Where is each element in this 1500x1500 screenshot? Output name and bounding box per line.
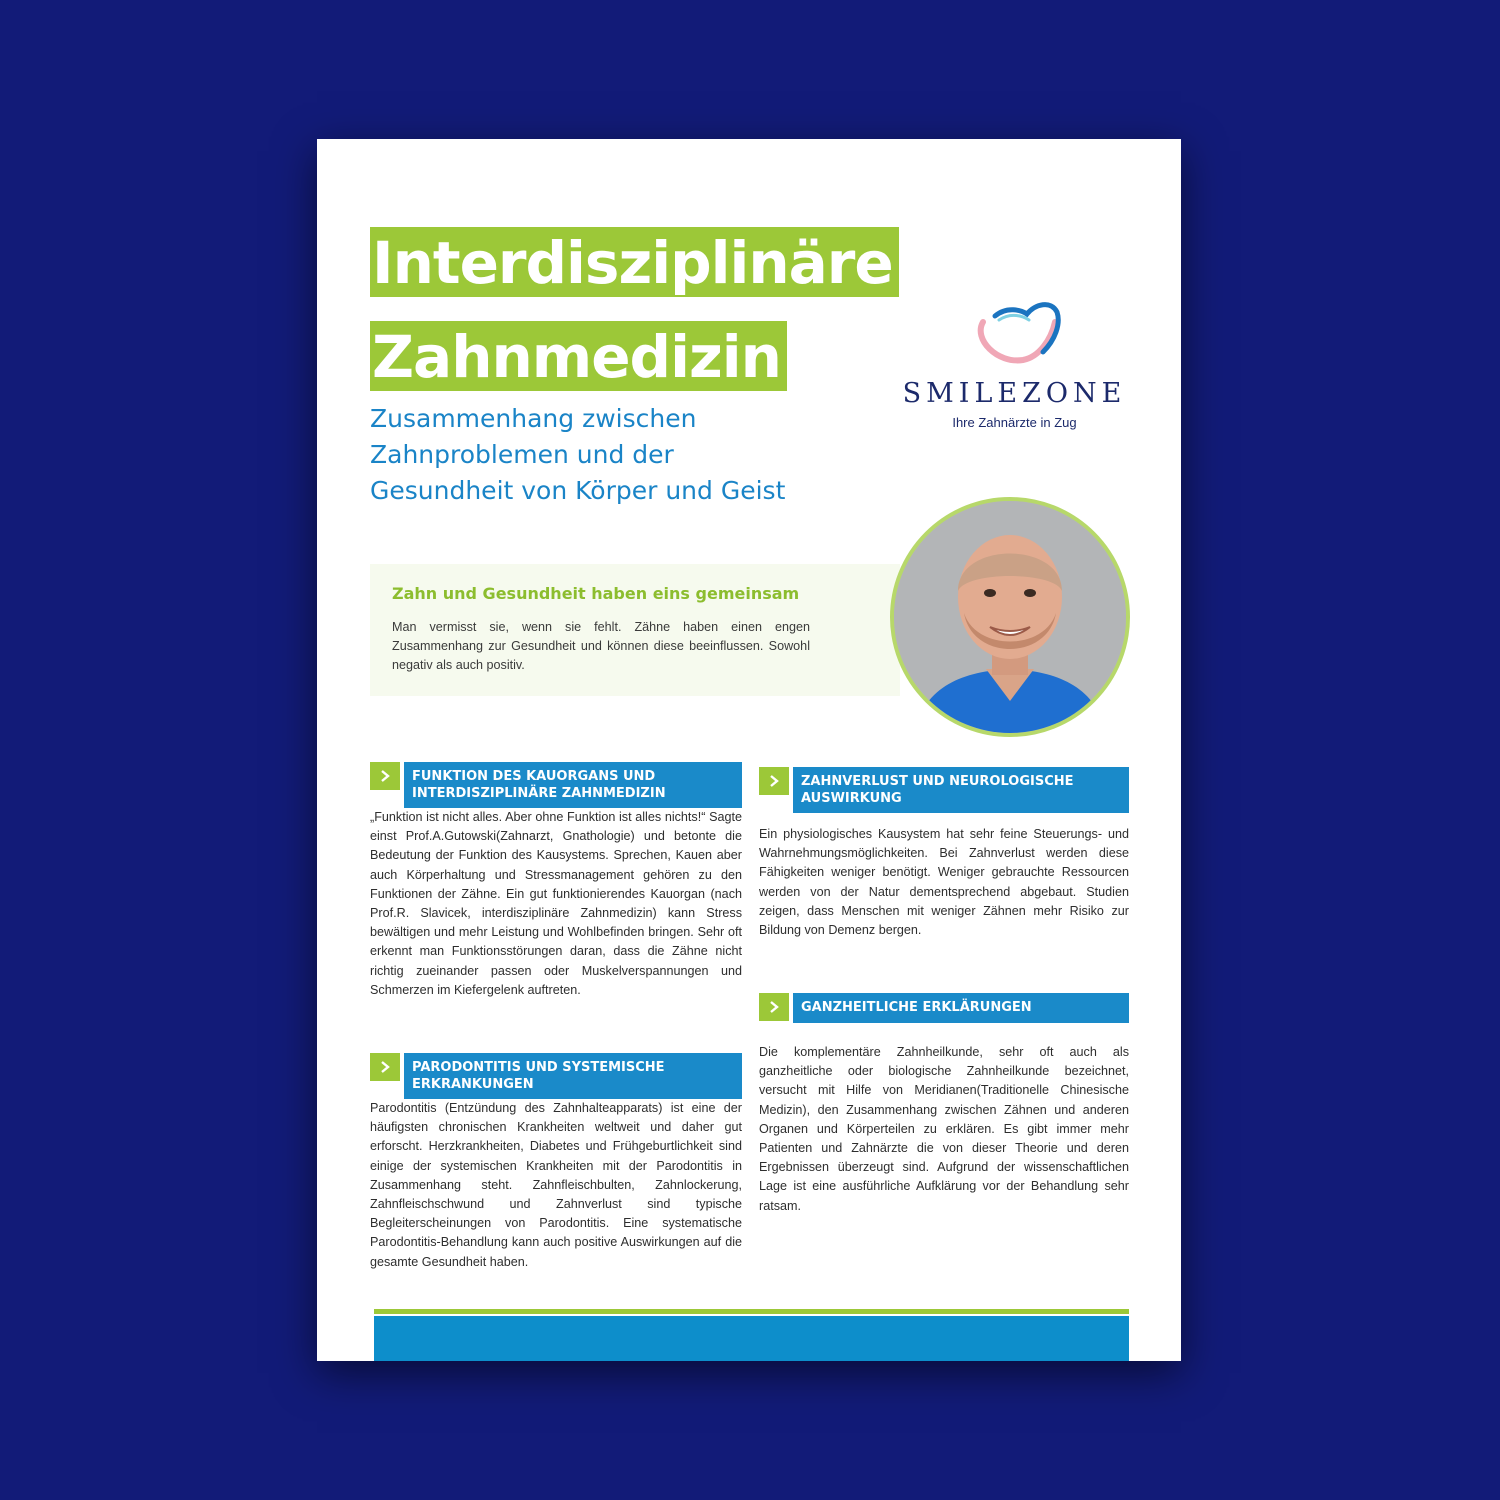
section-text: Parodontitis (Entzündung des Zahnhalteapparats) ist eine der häufigsten chronischen Krankheiten weltweit und daher gut erforscht. Herzkrankheiten, Diabetes und Frühgeburtlichkeit sind einige der systemischen Krankheiten mit der Parodontitis in Zusammenhang steht. Zahnfleischbulten, Zahnlockerung, Zahnfleischschwund und Zahnverlust sind typische Begleiterscheinungen von Parodontitis. Eine systematische Parodontitis-Behandlung kann auch positive Auswirkungen auf die gesamte Gesundheit haben. (370, 1101, 742, 1269)
smilezone-logo (892, 294, 1137, 430)
chevron-right-icon (759, 767, 789, 795)
section-header (370, 762, 742, 808)
flyer-page (317, 139, 1181, 1361)
title-block (370, 227, 899, 391)
section-title: FUNKTION DES KAUORGANS UND INTERDISZIPLINÄRE ZAHNMEDIZIN (404, 762, 742, 808)
section-text: „Funktion ist nicht alles. Aber ohne Funktion ist alles nichts!“ Sagte einst Prof.A.Gutowski(Zahnarzt, Gnathologie) und betonte die Bedeutung der Funktion des Kausystems. Sprechen, Kauen aber auch Körperhaltung und Stressmanagement gehören zu den Funktionen der Zähne. Ein gut funktionierendes Kauorgan (nach Prof.R. Slavicek, interdisziplinäre Zahnmedizin) kann Stress bewältigen und mehr Leistung und Wohlbefinden bringen. Sehr oft erkennt man Funktionsstörungen daran, dass die Zähne nicht richtig zueinander passen oder Muskelverspannungen und Schmerzen im Kiefergelenk auftreten. (370, 810, 742, 997)
section-header (759, 767, 1129, 825)
section-header (370, 1053, 742, 1099)
section-zahnverlust (759, 767, 1129, 940)
section-text: Ein physiologisches Kausystem hat sehr feine Steuerungs- und Wahrnehmungsmöglichkeiten. Bei Zahnverlust werden diese Fähigkeiten weniger benötigt. Weniger gebrauchte Ressourcen werden von der Natur dementsprechend abgebaut. Studien zeigen, dass Menschen mit weniger Zähnen mehr Risiko zur Bildung von Demenz bergen. (759, 827, 1129, 938)
section-text: Die komplementäre Zahnheilkunde, sehr oft auch als ganzheitliche oder biologische Zahnheilkunde bezeichnet, versucht mit Hilfe von Meridianen(Traditionelle Chinesische Medizin), den Zusammenhang zwischen Zähnen und anderen Organen und Körperteilen zu erklären. Es gibt immer mehr Patienten und Zahnärzte die von dieser Theorie und deren Ergebnissen überzeugt sind. Aufgrund der wissenschaftlichen Lage ist eine ausführliche Aufklärung vor der Behandlung sehr ratsam. (759, 1045, 1129, 1213)
portrait-image (894, 501, 1126, 733)
chevron-right-icon (370, 1053, 400, 1081)
logo-tagline: Ihre Zahnärzte in Zug (952, 415, 1077, 430)
footer-blue-bar (374, 1316, 1129, 1361)
section-parodontitis (370, 1053, 742, 1272)
intro-heading: Zahn und Gesundheit haben eins gemeinsam (392, 584, 800, 603)
title-line-2: Zahnmedizin (370, 321, 787, 391)
intro-text: Man vermisst sie, wenn sie fehlt. Zähne haben einen engen Zusammenhang zur Gesundheit und können diese beeinflussen. Sowohl negativ als auch positiv. (392, 620, 810, 672)
section-title: PARODONTITIS UND SYSTEMISCHE ERKRANKUNGEN (404, 1053, 742, 1099)
section-title: ZAHNVERLUST UND NEUROLOGISCHE AUSWIRKUNG (793, 767, 1129, 813)
chevron-right-icon (759, 993, 789, 1021)
dentist-portrait (890, 497, 1130, 737)
section-kauorgan (370, 762, 742, 1000)
tooth-logo-icon (965, 294, 1065, 366)
section-title: GANZHEITLICHE ERKLÄRUNGEN (793, 993, 1129, 1023)
chevron-right-icon (370, 762, 400, 790)
logo-name: SMILEZONE (902, 378, 1127, 409)
section-header (759, 993, 1129, 1043)
intro-box (370, 564, 900, 696)
subtitle: Zusammenhang zwischen Zahnproblemen und der Gesundheit von Körper und Geist (370, 404, 786, 505)
footer-green-bar (374, 1309, 1129, 1314)
title-line-1: Interdisziplinäre (370, 227, 899, 297)
section-ganzheitlich (759, 993, 1129, 1216)
